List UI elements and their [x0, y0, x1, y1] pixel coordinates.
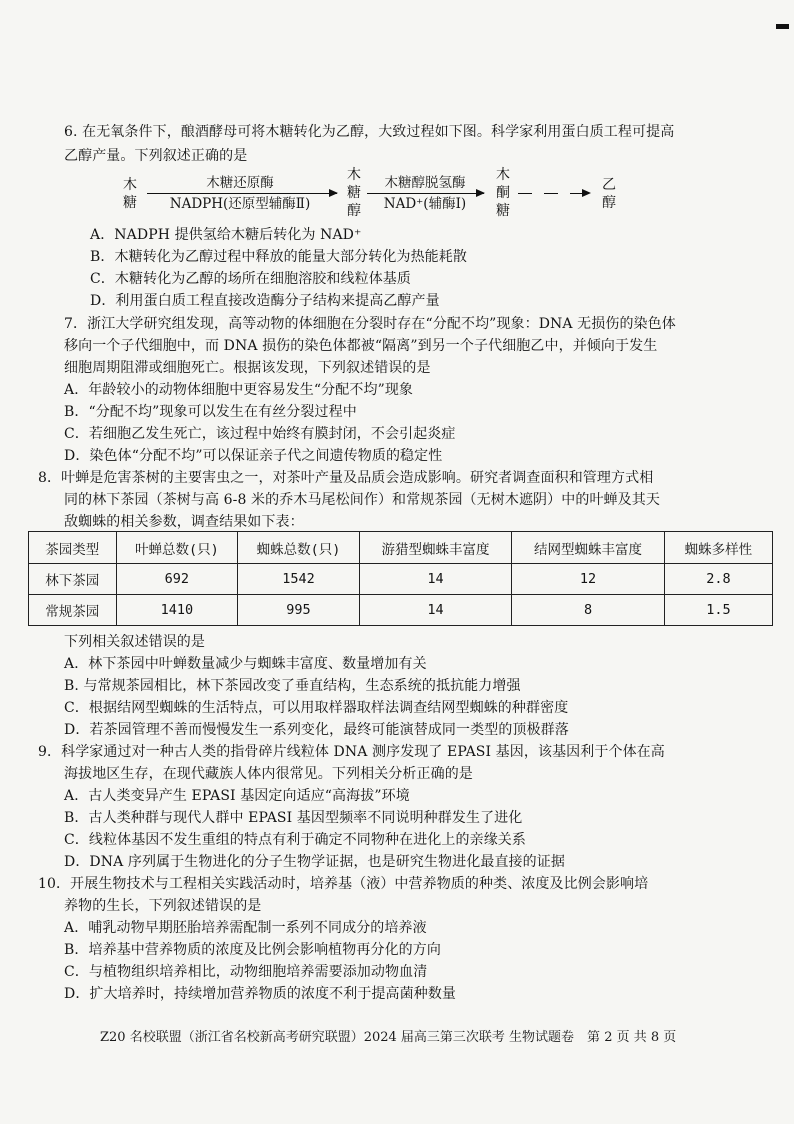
q6-option-c: C．木糖转化为乙醇的场所在细胞溶胶和线粒体基质: [90, 271, 412, 287]
q9-option-b: B．古人类种群与现代人群中 EPASI 基因型频率不同说明种群发生了进化: [64, 810, 523, 826]
node-xylitol-char: 醇: [347, 203, 361, 219]
q8-option-a: A．林下茶园中叶蝉数量减少与蜘蛛丰富度、数量增加有关: [64, 656, 427, 672]
q9-option-a: A．古人类变异产生 EPASI 基因定向适应“高海拔”环境: [64, 788, 410, 804]
dashed-arrow-segment: [544, 193, 558, 194]
q8-stem-line-2: 同的林下茶园（茶树与高 6-8 米的乔木马尾松间作）和常规茶园（无树木遮阴）中的叶蝉及其天: [64, 492, 660, 508]
page-footer: Z20 名校联盟（浙江省名校新高考研究联盟）2024 届高三第三次联考 生物试题卷 第 2 页 共 8 页: [100, 1030, 677, 1045]
q10-option-a: A．哺乳动物早期胚胎培养需配制一系列不同成分的培养液: [64, 920, 427, 936]
q9-stem-line-2: 海拔地区生存，在现代藏族人体内很常见。下列相关分析正确的是: [64, 766, 473, 782]
survey-table: [28, 531, 773, 626]
q10-stem-line-2: 养物的生长，下列叙述错误的是: [64, 898, 262, 914]
dashed-arrowhead: [582, 189, 591, 197]
q9-option-d: D．DNA 序列属于生物进化的分子生物学证据，也是研究生物进化最直接的证据: [64, 854, 565, 870]
table-cell: 2.8: [664, 564, 772, 595]
node-xylulose-char: 酮: [496, 185, 510, 201]
q7-option-c: C．若细胞乙发生死亡，该过程中始终有膜封闭，不会引起炎症: [64, 426, 456, 442]
corner-registration-mark: [776, 24, 789, 29]
node-xylulose-char: 木: [496, 167, 510, 183]
cofactor2-label: NAD⁺(辅酶I): [383, 196, 467, 212]
q7-stem-line-3: 细胞周期阻滞或细胞死亡。根据该发现，下列叙述错误的是: [64, 360, 431, 376]
q8-option-d: D．若茶园管理不善而慢慢发生一系列变化，最终可能演替成同一类型的顶极群落: [64, 722, 569, 738]
dashed-arrow-segment: [570, 193, 582, 194]
table-header-cell: 游猎型蜘蛛丰富度: [359, 532, 512, 564]
q8-stem-after: 下列相关叙述错误的是: [64, 634, 205, 650]
table-cell: 14: [359, 564, 512, 595]
node-xylitol-char: 木: [347, 167, 361, 183]
q10-option-c: C．与植物组织培养相比，动物细胞培养需要添加动物血清: [64, 964, 428, 980]
table-row: [29, 595, 773, 626]
cofactor1-label: NADPH(还原型辅酶Ⅱ): [169, 196, 311, 212]
table-header-cell: 茶园类型: [29, 532, 117, 564]
table-cell: 1.5: [664, 595, 772, 626]
q10-stem-line-1: 10．开展生物技术与工程相关实践活动时，培养基（液）中营养物质的种类、浓度及比例会影响培: [38, 876, 649, 892]
table-cell: 1410: [116, 595, 238, 626]
table-row: [29, 564, 773, 595]
q7-stem-line-1: 7．浙江大学研究组发现，高等动物的体细胞在分裂时存在“分配不均”现象：DNA 无损伤的染色体: [64, 316, 676, 332]
q8-option-b: B. 与常规茶园相比，林下茶园改变了垂直结构，生态系统的抵抗能力增强: [64, 678, 521, 694]
q8-stem-line-3: 敌蜘蛛的相关参数，调查结果如下表：: [64, 514, 304, 530]
arrow-2: [367, 193, 484, 194]
q6-option-a: A．NADPH 提供氢给木糖后转化为 NAD⁺: [90, 227, 362, 243]
q7-option-d: D．染色体“分配不均”可以保证亲子代之间遗传物质的稳定性: [64, 448, 443, 464]
table-cell: 1542: [238, 564, 360, 595]
q10-option-d: D．扩大培养时，持续增加营养物质的浓度不利于提高菌种数量: [64, 986, 457, 1002]
arrow-1: [147, 193, 337, 194]
node-xylose-char: 木: [123, 177, 137, 193]
table-cell: 995: [238, 595, 360, 626]
q7-option-a: A．年龄较小的动物体细胞中更容易发生“分配不均”现象: [64, 382, 414, 398]
node-ethanol-char: 乙: [602, 177, 616, 193]
table-header-cell: 叶蝉总数(只): [116, 532, 238, 564]
table-header-row: [29, 532, 773, 564]
table-header-cell: 蜘蛛多样性: [664, 532, 772, 564]
table-header-cell: 蜘蛛总数(只): [238, 532, 360, 564]
table-header-cell: 结网型蜘蛛丰富度: [512, 532, 665, 564]
q10-option-b: B．培养基中营养物质的浓度及比例会影响植物再分化的方向: [64, 942, 441, 958]
q7-option-b: B．“分配不均”现象可以发生在有丝分裂过程中: [64, 404, 357, 420]
q9-option-c: C．线粒体基因不发生重组的特点有利于确定不同物种在进化上的亲缘关系: [64, 832, 527, 848]
table-cell: 常规茶园: [29, 595, 117, 626]
q6-stem-line-1: 6. 在无氧条件下，酿酒酵母可将木糖转化为乙醇，大致过程如下图。科学家利用蛋白质工程可提高: [64, 124, 675, 140]
table-cell: 12: [512, 564, 665, 595]
q8-option-c: C．根据结网型蜘蛛的生活特点，可以用取样器取样法调查结网型蜘蛛的种群密度: [64, 700, 569, 716]
table-cell: 8: [512, 595, 665, 626]
node-xylitol-char: 糖: [347, 185, 361, 201]
dashed-arrow-segment: [518, 193, 532, 194]
table-cell: 14: [359, 595, 512, 626]
q7-stem-line-2: 移向一个子代细胞中，而 DNA 损伤的染色体都被“隔离”到另一个子代细胞乙中，并倾向于发生: [64, 338, 658, 354]
node-ethanol-char: 醇: [602, 195, 616, 211]
table-cell: 692: [116, 564, 238, 595]
q6-option-d: D．利用蛋白质工程直接改造酶分子结构来提高乙醇产量: [90, 293, 440, 309]
node-xylulose-char: 糖: [496, 203, 510, 219]
q9-stem-line-1: 9．科学家通过对一种古人类的指骨碎片线粒体 DNA 测序发现了 EPASI 基因，该基因利于个体在高: [38, 744, 665, 760]
q6-option-b: B．木糖转化为乙醇过程中释放的能量大部分转化为热能耗散: [90, 249, 467, 265]
table-cell: 林下茶园: [29, 564, 117, 595]
enzyme1-label: 木糖还原酶: [206, 175, 274, 191]
enzyme2-label: 木糖醇脱氢酶: [384, 175, 466, 191]
q8-stem-line-1: 8．叶蝉是危害茶树的主要害虫之一，对茶叶产量及品质会造成影响。研究者调查面积和管理方式相: [38, 470, 654, 486]
node-xylose-char: 糖: [123, 195, 137, 211]
q6-stem-line-2: 乙醇产量。下列叙述正确的是: [64, 148, 248, 164]
